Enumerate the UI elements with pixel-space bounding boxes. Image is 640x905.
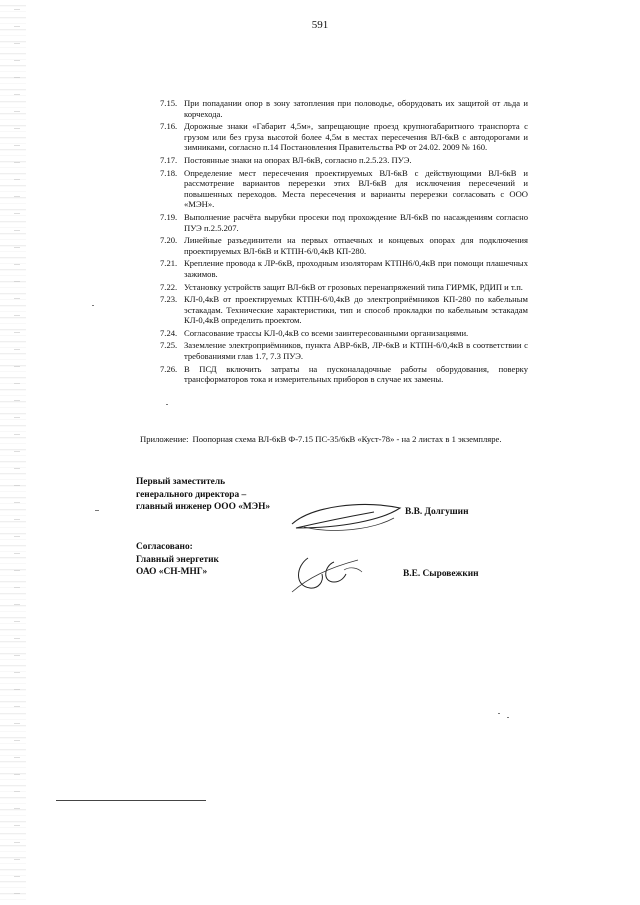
signatory-title-line: ОАО «СН-МНГ» xyxy=(136,567,208,577)
appendix-note xyxy=(140,434,530,445)
list-item xyxy=(160,121,528,153)
item-text: КЛ-0,4кВ от проектируемых КТПН-6/0,4кВ до электроприёмников КП-280 по кабельным эстакадам. Технические характеристики, тип и способ прокладки по кабельным эстакадам КЛ-0,4кВ определить проектом. xyxy=(184,294,528,326)
scan-speck xyxy=(507,717,509,718)
scan-speck xyxy=(166,404,168,405)
scan-speck xyxy=(498,713,500,714)
signatory-title-line: главный инженер ООО «МЭН» xyxy=(136,502,271,512)
requirements-list xyxy=(160,98,528,387)
item-number: 7.26. xyxy=(160,363,178,374)
item-text: Крепление провода к ЛР-6кВ, проходным изоляторам КТПН6/0,4кВ при помощи плашечных зажимов. xyxy=(184,258,528,279)
item-number: 7.16. xyxy=(160,121,178,132)
signature-2-image xyxy=(288,548,368,596)
signatory-1-title xyxy=(136,476,270,514)
item-number: 7.25. xyxy=(160,340,178,351)
signature-1-image xyxy=(282,494,407,538)
item-text: Выполнение расчёта вырубки просеки под прохождение ВЛ-6кВ по насаждениям согласно ПУЭ п.2.5.207. xyxy=(184,211,528,233)
item-text: Заземление электроприёмников, пункта АВР-6кВ, ЛР-6кВ и КТПН-6/0,4кВ в соответствии с требованиями глав 1.7, 7.3 ПУЭ. xyxy=(184,340,528,362)
item-text: Определение мест пересечения проектируемых ВЛ-6кВ с действующими ВЛ-6кВ и рассмотрение вариантов перерезки этих ВЛ-6кВ для исключения пересечений и повышенных переходов. Места пересечения и варианты перерезки согласовать с ООО «МЭН». xyxy=(184,167,528,210)
list-item xyxy=(160,294,528,326)
item-number: 7.20. xyxy=(160,235,178,246)
scan-speck xyxy=(95,510,99,511)
footer-rule xyxy=(56,800,206,801)
signatory-1-name: В.В. Долгушин xyxy=(405,507,469,517)
list-item xyxy=(160,340,528,361)
scan-edge-noise xyxy=(0,0,26,905)
item-number: 7.17. xyxy=(160,154,178,165)
item-text: В ПСД включить затраты на пусконаладочные работы оборудования, поверку трансформаторов тока и измерительных приборов в случае их замены. xyxy=(184,363,528,385)
list-item xyxy=(160,98,528,119)
scan-speck xyxy=(92,305,94,306)
item-text: Установку устройств защит ВЛ-6кВ от грозовых перенапряжений типа ГИРМК, РДИП и т.п. xyxy=(184,281,523,292)
item-text: Линейные разъединители на первых отпаечных и концевых опорах для подключения проектируемых ВЛ-6кВ и КТПН-6/0,4кВ КП-280. xyxy=(184,235,528,256)
item-number: 7.19. xyxy=(160,211,178,222)
item-text: Дорожные знаки «Габарит 4,5м», запрещающие проезд крупногабаритного транспорта с грузом или без груза высотой более 4,5м в местах пересечения ВЛ-6кВ с автодорогами и зимниками, согласно п.14 Постановления Правительства РФ от 24.02. 2009 № 160. xyxy=(184,121,528,153)
signatory-title-line: генерального директора – xyxy=(136,489,247,500)
item-number: 7.23. xyxy=(160,294,178,305)
signatory-title-line: Согласовано: xyxy=(136,542,193,552)
list-item xyxy=(160,282,528,293)
list-item xyxy=(160,364,528,385)
appendix-text: Поопорная схема ВЛ-6кВ Ф-7.15 ПС-35/6кВ «Куст-78» - на 2 листах в 1 экземпляре. xyxy=(192,434,502,444)
item-text: При попадании опор в зону затопления при половодье, оборудовать их защитой от льда и корчехода. xyxy=(184,98,528,119)
item-number: 7.18. xyxy=(160,167,178,178)
signatory-title-line: Главный энергетик xyxy=(136,554,219,565)
scan-edge-noise-2 xyxy=(14,0,20,905)
page-number: 591 xyxy=(311,19,329,31)
item-text: Постоянные знаки на опорах ВЛ-6кВ, согласно п.2.5.23. ПУЭ. xyxy=(184,154,412,165)
list-item xyxy=(160,258,528,279)
list-item xyxy=(160,212,528,233)
item-number: 7.22. xyxy=(160,281,178,292)
list-item xyxy=(160,168,528,210)
list-item xyxy=(160,235,528,256)
item-number: 7.24. xyxy=(160,327,178,338)
appendix-label: Приложение: xyxy=(140,434,189,444)
item-number: 7.15. xyxy=(160,98,178,108)
list-item xyxy=(160,155,528,166)
signatory-2-name: В.Е. Сыровежкин xyxy=(403,569,479,579)
list-item xyxy=(160,328,528,339)
signatory-2-title xyxy=(136,541,219,579)
signatory-title-line: Первый заместитель xyxy=(136,477,226,487)
item-number: 7.21. xyxy=(160,258,178,269)
item-text: Согласование трассы КЛ-0,4кВ со всеми заинтересованными организациями. xyxy=(184,327,469,338)
